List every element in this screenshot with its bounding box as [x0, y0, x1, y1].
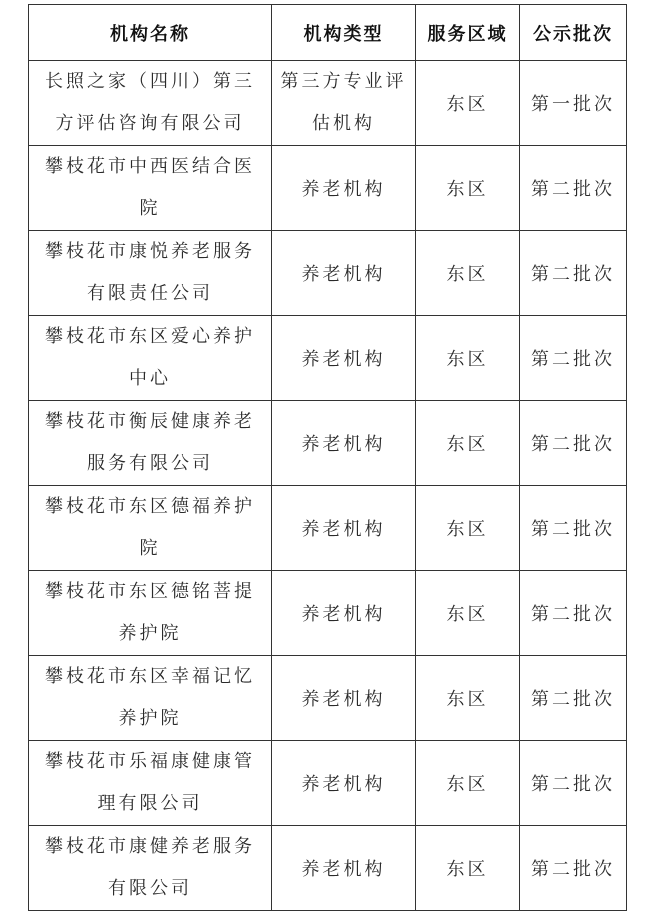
cell-institution-type: 养老机构: [272, 316, 416, 401]
cell-batch: 第二批次: [520, 656, 627, 741]
cell-institution-type: 养老机构: [272, 401, 416, 486]
table-row: [29, 656, 627, 741]
cell-service-area: 东区: [416, 231, 520, 316]
cell-service-area: 东区: [416, 826, 520, 911]
table-row: [29, 231, 627, 316]
cell-service-area: 东区: [416, 486, 520, 571]
document-body: [28, 4, 627, 911]
cell-batch: 第二批次: [520, 826, 627, 911]
table-row: [29, 146, 627, 231]
cell-institution-type: 第三方专业评估机构: [272, 61, 416, 146]
cell-service-area: 东区: [416, 61, 520, 146]
cell-batch: 第二批次: [520, 401, 627, 486]
cell-institution-type: 养老机构: [272, 741, 416, 826]
cell-service-area: 东区: [416, 741, 520, 826]
cell-service-area: 东区: [416, 571, 520, 656]
cell-institution-type: 养老机构: [272, 826, 416, 911]
cell-institution-name: 攀枝花市东区爱心养护中心: [29, 316, 272, 401]
table-row: [29, 61, 627, 146]
cell-institution-type: 养老机构: [272, 146, 416, 231]
table-row: [29, 741, 627, 826]
cell-institution-name: 长照之家（四川）第三方评估咨询有限公司: [29, 61, 272, 146]
header-institution-name: 机构名称: [29, 5, 272, 61]
table-header-row: [29, 5, 627, 61]
cell-batch: 第一批次: [520, 61, 627, 146]
cell-institution-type: 养老机构: [272, 656, 416, 741]
cell-institution-type: 养老机构: [272, 571, 416, 656]
cell-batch: 第二批次: [520, 146, 627, 231]
header-institution-type: 机构类型: [272, 5, 416, 61]
cell-institution-type: 养老机构: [272, 231, 416, 316]
table-row: [29, 316, 627, 401]
cell-service-area: 东区: [416, 656, 520, 741]
cell-institution-name: 攀枝花市衡辰健康养老服务有限公司: [29, 401, 272, 486]
table-row: [29, 401, 627, 486]
cell-institution-type: 养老机构: [272, 486, 416, 571]
table-row: [29, 826, 627, 911]
cell-institution-name: 攀枝花市康健养老服务有限公司: [29, 826, 272, 911]
cell-batch: 第二批次: [520, 486, 627, 571]
table-row: [29, 486, 627, 571]
header-service-area: 服务区域: [416, 5, 520, 61]
cell-batch: 第二批次: [520, 571, 627, 656]
cell-institution-name: 攀枝花市东区德福养护院: [29, 486, 272, 571]
cell-institution-name: 攀枝花市康悦养老服务有限责任公司: [29, 231, 272, 316]
institution-table: [28, 4, 627, 911]
cell-batch: 第二批次: [520, 316, 627, 401]
cell-batch: 第二批次: [520, 231, 627, 316]
header-batch: 公示批次: [520, 5, 627, 61]
cell-institution-name: 攀枝花市乐福康健康管理有限公司: [29, 741, 272, 826]
cell-institution-name: 攀枝花市中西医结合医院: [29, 146, 272, 231]
cell-batch: 第二批次: [520, 741, 627, 826]
cell-institution-name: 攀枝花市东区幸福记忆养护院: [29, 656, 272, 741]
cell-service-area: 东区: [416, 146, 520, 231]
cell-service-area: 东区: [416, 316, 520, 401]
cell-institution-name: 攀枝花市东区德铭菩提养护院: [29, 571, 272, 656]
table-row: [29, 571, 627, 656]
cell-service-area: 东区: [416, 401, 520, 486]
